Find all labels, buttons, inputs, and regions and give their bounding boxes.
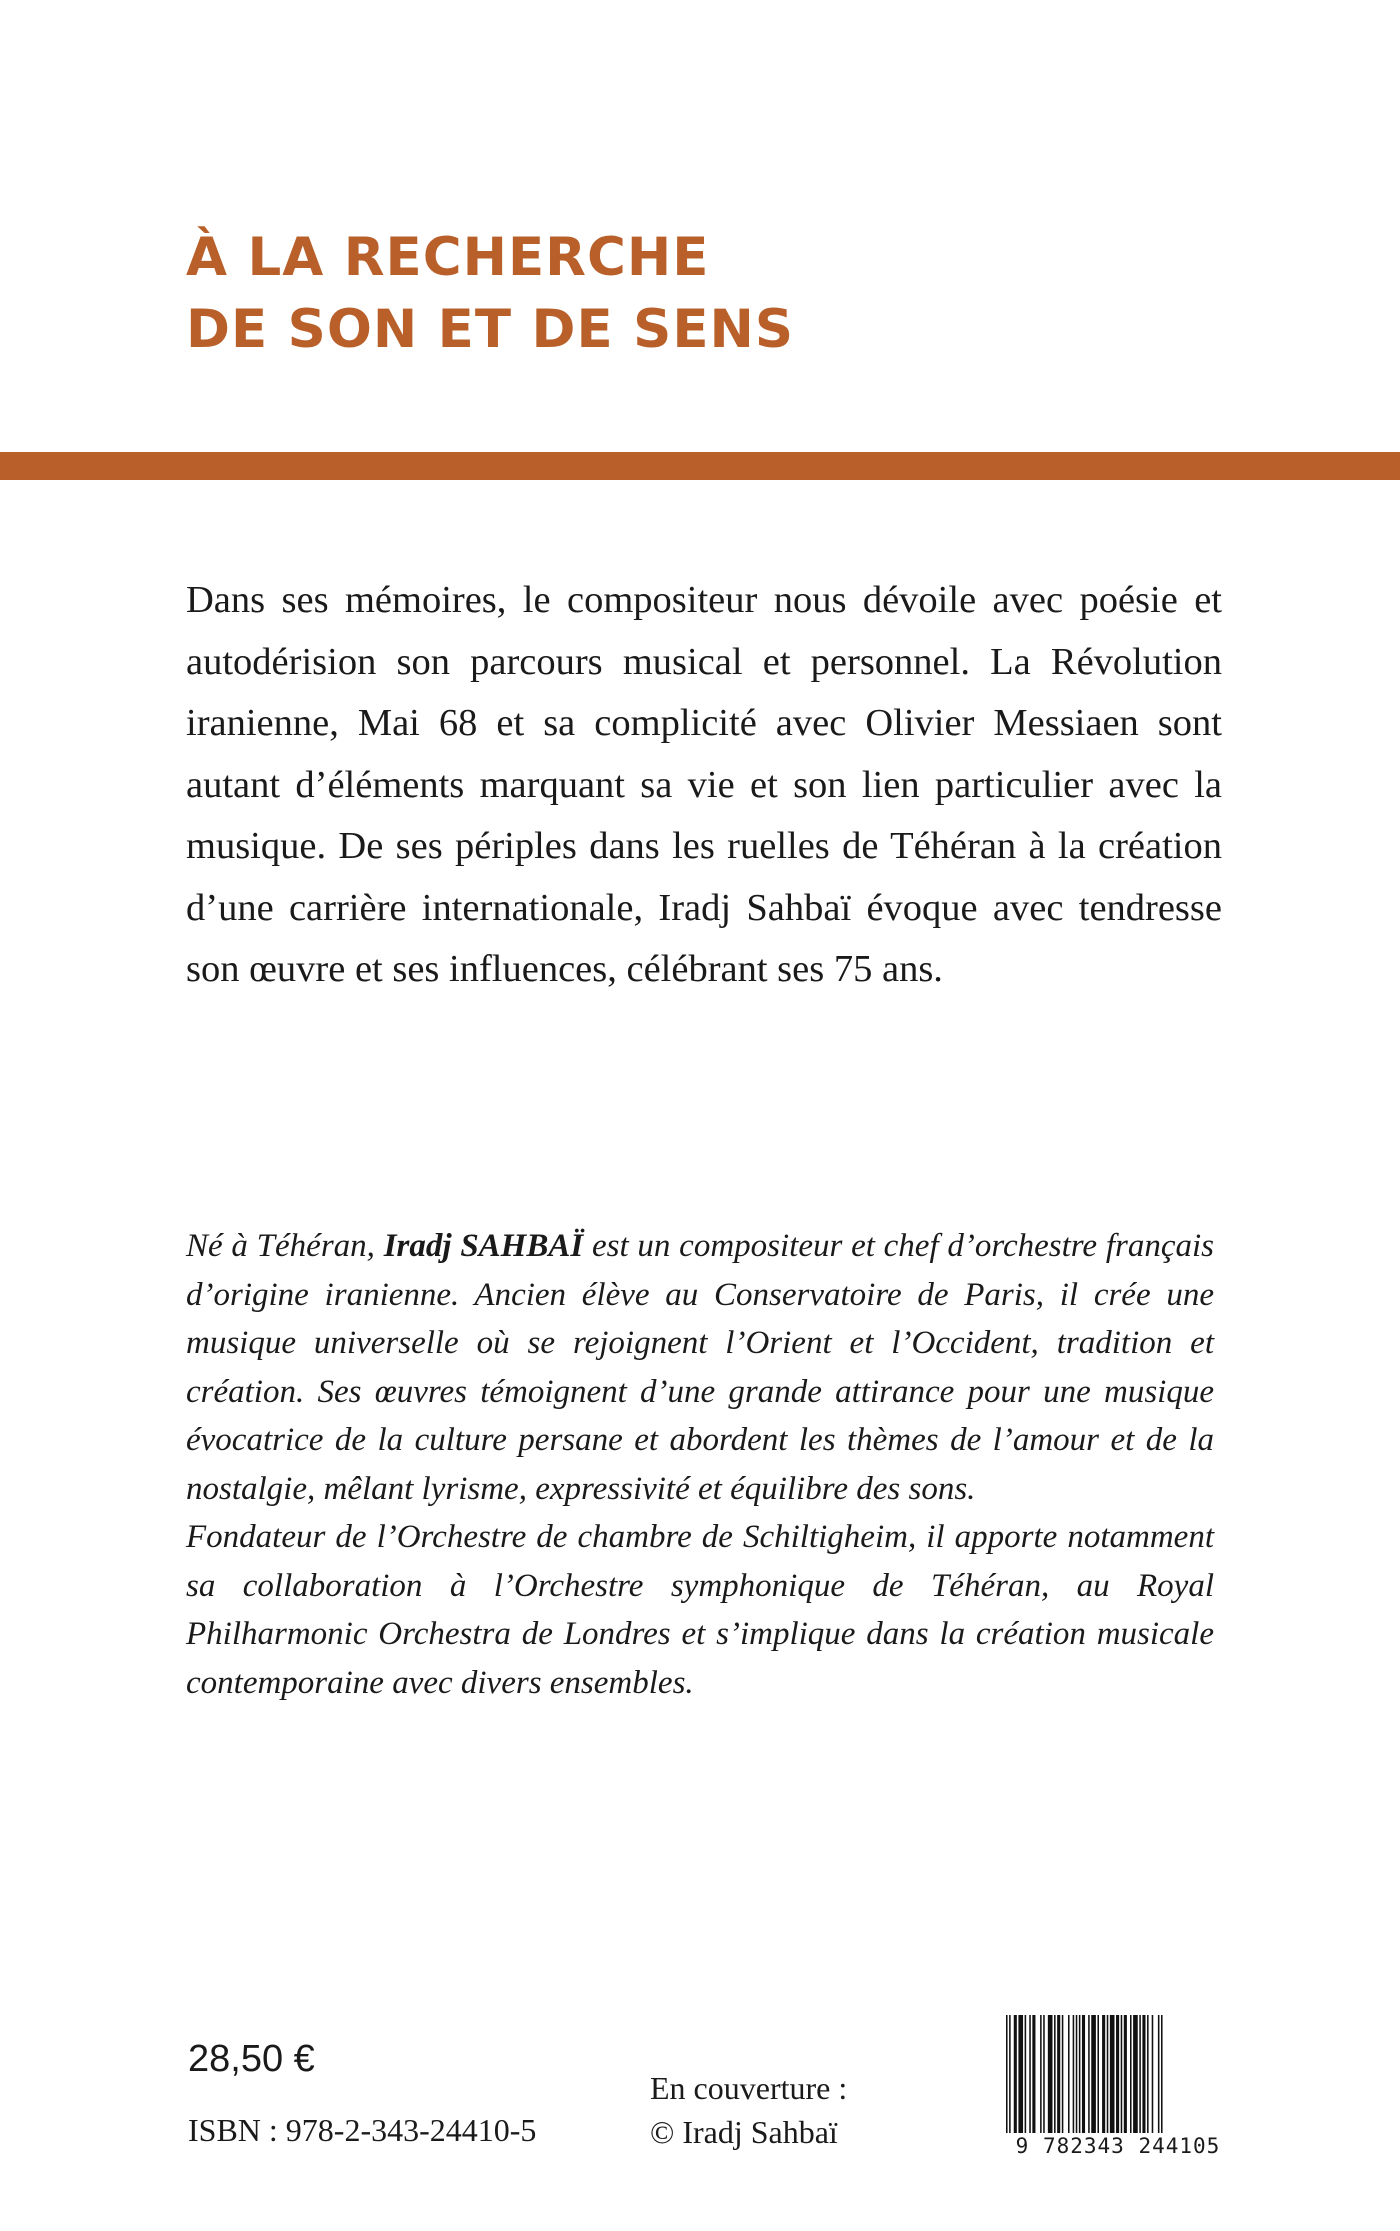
barcode-bar (1121, 2015, 1123, 2133)
barcode-icon (1004, 2015, 1232, 2175)
author-bio-text: est un compositeur et chef d’orchestre français d’origine iranienne. Ancien élève au Conservatoire de Paris, il crée une musique universelle où se rejoignent l’Orient et l’Occident, tradition et création. Ses œuvres témoignent d’une grande attirance pour une musique évocatrice de la culture persane et abordent les thèmes de l’amour et de la nostalgie, mêlant lyrisme, expressivité et équilibre des sons. (186, 1228, 1214, 1507)
barcode-bar (1152, 2015, 1154, 2133)
barcode-bar (1097, 2015, 1099, 2133)
barcode-bar (1110, 2015, 1115, 2133)
barcode-bar (1082, 2015, 1085, 2133)
barcode-bar (1006, 2015, 1008, 2133)
barcode-bar (1102, 2015, 1105, 2133)
author-biography (186, 1222, 1214, 1707)
author-bio-intro: Né à Téhéran, (186, 1228, 384, 1264)
book-title-line-2: DE SON ET DE SENS (186, 299, 795, 360)
barcode-bar (1054, 2015, 1056, 2133)
author-bio-paragraph-1 (186, 1222, 1214, 1513)
barcode-bar (1116, 2015, 1119, 2133)
barcode-bar (1076, 2015, 1078, 2133)
barcode-bar (1133, 2015, 1138, 2133)
barcode-bar (1062, 2015, 1064, 2133)
barcode-bar (1161, 2015, 1163, 2133)
barcode-digits: 9 782343 244105 (1004, 2133, 1232, 2159)
barcode-bar (1088, 2015, 1090, 2133)
barcode-bar (1158, 2015, 1160, 2133)
barcode-bar (1079, 2015, 1081, 2133)
isbn-label: ISBN : 978-2-343-24410-5 (188, 2112, 537, 2148)
barcode-bar (1124, 2015, 1127, 2133)
cover-credit-line-1: En couverture : (650, 2070, 848, 2106)
barcode-bar (1014, 2015, 1017, 2133)
barcode-bar (1043, 2015, 1045, 2133)
barcode-bar (1029, 2015, 1031, 2133)
book-title-line-1: À LA RECHERCHE (186, 227, 710, 288)
barcode-bar (1147, 2015, 1149, 2133)
barcode-bar (1068, 2015, 1070, 2133)
book-title (186, 222, 794, 366)
barcode-bar (1018, 2015, 1023, 2133)
author-bio-paragraph-2: Fondateur de l’Orchestre de chambre de Schiltigheim, il apporte notamment sa collaboration à l’Orchestre symphonique de Téhéran, au Royal Philharmonic Orchestra de Londres et s’implique dans la création musicale contemporaine avec divers ensembles. (186, 1519, 1214, 1701)
barcode-bar (1057, 2015, 1060, 2133)
barcode-bar (1139, 2015, 1141, 2133)
price-label: 28,50 € (188, 2038, 315, 2080)
accent-divider (0, 452, 1400, 480)
barcode-bar (1048, 2015, 1053, 2133)
barcode-bar (1130, 2015, 1132, 2133)
barcode-bar (1107, 2015, 1109, 2133)
book-summary: Dans ses mémoires, le compositeur nous dévoile avec poésie et autodérision son parcours musical et personnel. La Révolution iranienne, Mai 68 et sa complicité avec Olivier Messiaen sont autant d’éléments marquant sa vie et son lien particulier avec la musique. De ses périples dans les ruelles de Téhéran à la création d’une carrière internationale, Iradj Sahbaï évoque avec tendresse son œuvre et ses influences, célébrant ses 75 ans. (186, 579, 1222, 990)
cover-credit (650, 2066, 847, 2154)
barcode-bar (1025, 2015, 1027, 2133)
barcode-bar (1040, 2015, 1042, 2133)
barcode-bar (1032, 2015, 1035, 2133)
barcode-bars (1004, 2015, 1232, 2133)
barcode-bar (1091, 2015, 1096, 2133)
cover-credit-line-2: © Iradj Sahbaï (650, 2114, 838, 2150)
barcode-bar (1142, 2015, 1145, 2133)
barcode-bar (1073, 2015, 1075, 2133)
author-name: Iradj SAHBAÏ (383, 1228, 584, 1264)
barcode-bar (1009, 2015, 1011, 2133)
